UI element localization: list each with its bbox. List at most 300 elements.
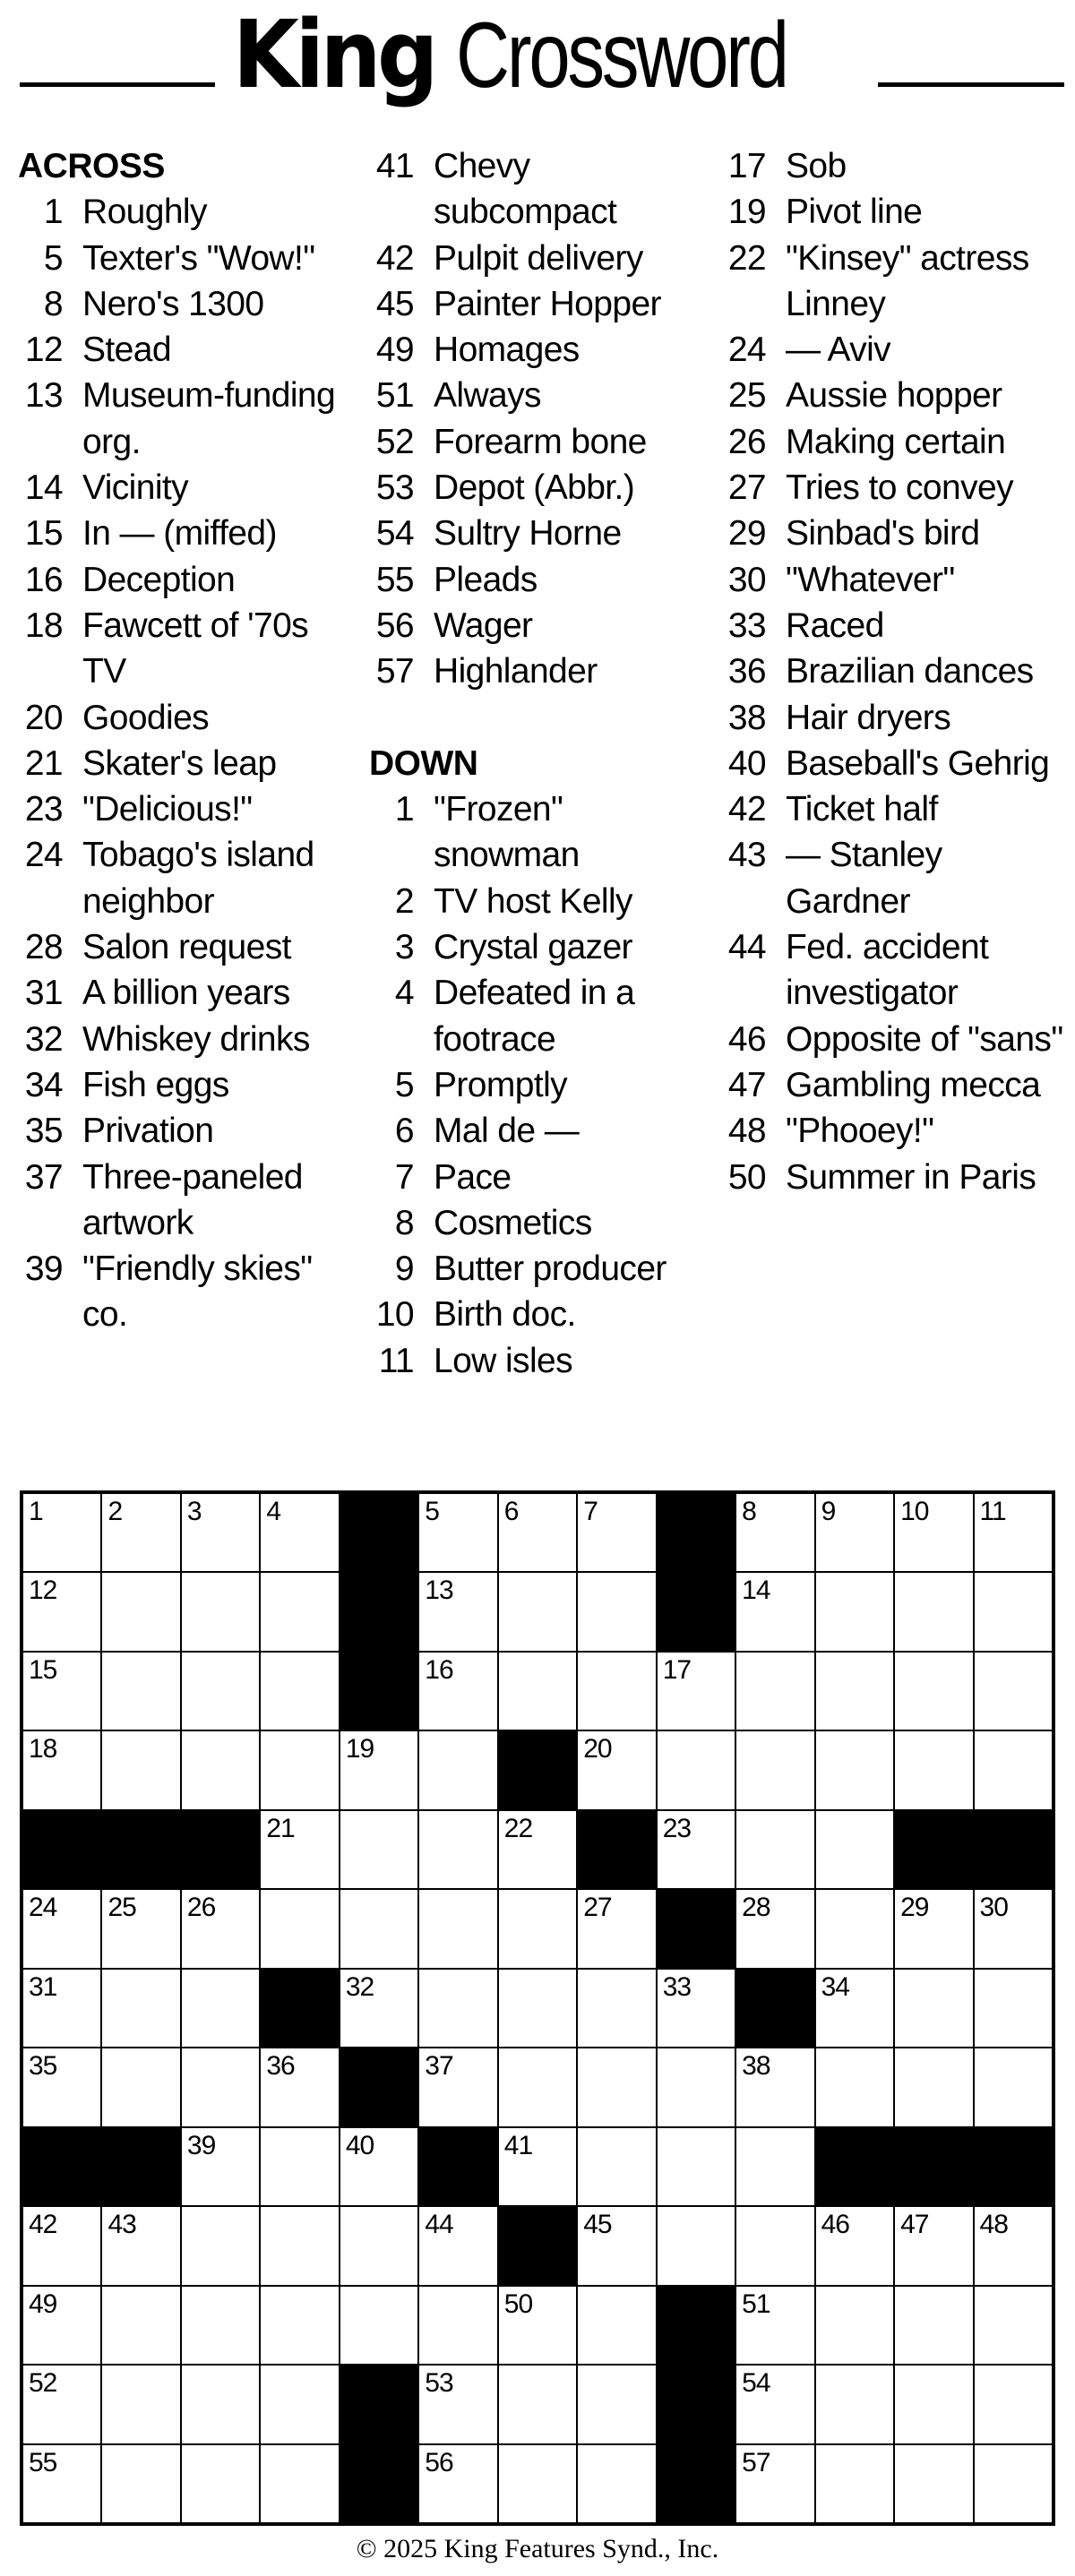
grid-cell[interactable] [578,1573,655,1650]
grid-cell[interactable] [23,1890,100,1967]
clue-number: 43 [727,836,766,875]
grid-cell[interactable] [578,2048,655,2125]
grid-cell[interactable] [419,1494,496,1571]
clue-text: Crystal gazer [434,928,632,967]
grid-cell[interactable] [895,1731,972,1808]
clue-number: 21 [24,743,63,783]
cell-number: 25 [108,1893,136,1923]
cell-number: 39 [186,2130,216,2160]
clue-text: TV host Kelly [434,881,632,921]
down-clue-19 [721,189,1066,235]
clue-number: 26 [727,422,766,461]
grid-cell[interactable] [499,1970,576,2047]
down-clue-22 [721,236,1066,328]
clue-text: Sultry Horne [434,514,622,554]
cell-number: 24 [29,1893,57,1923]
grid-cell[interactable] [816,2207,893,2284]
grid-cell[interactable] [23,1494,100,1571]
grid-cell[interactable] [102,2048,179,2125]
black-square [23,2128,100,2205]
clue-number: 56 [375,605,414,645]
down-clue-10 [369,1292,714,1337]
grid-cell[interactable] [895,1970,972,2047]
clue-text: Ticket half [786,790,938,829]
grid-cell[interactable] [182,2366,259,2443]
grid-cell[interactable] [499,2128,576,2205]
cell-number: 37 [425,2051,453,2082]
cell-number: 9 [821,1497,836,1526]
grid-cell[interactable] [102,1731,179,1808]
clue-text: Privation [82,1112,214,1151]
grid-cell[interactable] [975,2287,1052,2364]
grid-cell[interactable] [102,1890,179,1967]
clue-number: 13 [24,376,63,416]
cell-number: 57 [742,2447,770,2477]
grid-cell[interactable] [736,1890,813,1967]
black-square [340,2445,417,2522]
clue-number: 55 [375,560,414,599]
grid-cell[interactable] [419,2287,496,2364]
grid-cell[interactable] [340,1731,417,1808]
clue-text: Museum-funding org. [82,376,336,461]
grid-cell[interactable] [419,2366,496,2443]
cell-number: 15 [29,1654,57,1685]
grid-cell[interactable] [419,2207,496,2284]
black-square [182,1811,259,1888]
grid-cell[interactable] [419,2445,496,2522]
clue-number: 29 [727,514,766,554]
grid-cell[interactable] [261,2287,338,2364]
grid-cell[interactable] [578,2366,655,2443]
across-clue-1 [18,189,354,235]
black-square [102,1811,179,1888]
grid-cell[interactable] [895,1890,972,1967]
grid-cell[interactable] [261,2048,338,2125]
clue-number: 19 [727,193,766,232]
grid-cell[interactable] [578,2128,655,2205]
cell-number: 27 [583,1893,612,1923]
clue-number: 7 [394,1157,414,1197]
grid-cell[interactable] [499,2048,576,2125]
grid-cell[interactable] [975,1731,1052,1808]
grid-cell[interactable] [261,1811,338,1888]
down-clue-17 [721,143,1066,189]
grid-cell[interactable] [261,2366,338,2443]
clue-number: 5 [43,238,63,278]
grid-cell[interactable] [23,1573,100,1650]
clue-text: Opposite of "sans" [786,1019,1063,1059]
clue-text: — Aviv [786,331,891,370]
grid-cell[interactable] [23,1653,100,1730]
down-clue-26 [721,419,1066,465]
grid-cell[interactable] [975,1573,1052,1650]
clue-number: 17 [727,147,766,185]
clue-text: Hair dryers [786,698,951,737]
across-clue-57 [369,648,714,694]
clue-text: "Whatever" [786,560,955,599]
grid-cell[interactable] [261,2445,338,2522]
cell-number: 26 [186,1893,216,1923]
clue-number: 18 [24,605,63,645]
grid-cell[interactable] [499,1811,576,1888]
grid-cell[interactable] [975,1494,1052,1571]
grid-cell[interactable] [182,1890,259,1967]
clue-text: Birth doc. [434,1295,576,1335]
clue-text: A billion years [82,974,290,1013]
cell-number: 6 [503,1497,519,1526]
grid-cell[interactable] [340,2287,417,2364]
grid-cell[interactable] [736,2366,813,2443]
clue-number: 2 [394,881,414,921]
grid-cell[interactable] [658,2207,735,2284]
grid-cell[interactable] [499,1573,576,1650]
grid-cell[interactable] [102,1970,179,2047]
black-square [499,2207,576,2284]
grid-cell[interactable] [261,1494,338,1571]
clue-number: 38 [727,698,766,737]
grid-cell[interactable] [23,2366,100,2443]
down-clue-2 [369,879,714,924]
cell-number: 11 [979,1497,1006,1526]
grid-cell[interactable] [182,1494,259,1571]
grid-cell[interactable] [736,1731,813,1808]
across-clue-34 [18,1062,354,1108]
clue-text: Promptly [434,1065,568,1104]
down-clue-11 [369,1338,714,1384]
grid-cell[interactable] [419,1573,496,1650]
grid-cell[interactable] [261,1890,338,1967]
clue-number: 12 [24,331,63,370]
grid-cell[interactable] [419,2048,496,2125]
clue-number: 37 [24,1157,63,1197]
grid-cell[interactable] [736,2128,813,2205]
cell-number: 51 [742,2288,770,2319]
title-name: Crossword [455,4,787,107]
grid-cell[interactable] [182,1573,259,1650]
across-clue-20 [18,695,354,741]
down-clue-50 [721,1155,1066,1200]
grid-cell[interactable] [578,1494,655,1571]
clue-text: Sinbad's bird [786,514,980,554]
across-clue-39 [18,1246,354,1338]
grid-cell[interactable] [23,2445,100,2522]
black-square [895,1811,972,1888]
grid-cell[interactable] [736,2287,813,2364]
clue-number: 32 [24,1019,63,1059]
grid-cell[interactable] [578,1731,655,1808]
clue-number: 57 [375,652,414,691]
grid-cell[interactable] [340,2207,417,2284]
down-clue-4 [369,970,714,1062]
across-clue-35 [18,1108,354,1154]
cell-number: 4 [266,1497,281,1526]
grid-cell[interactable] [816,1653,893,1730]
clue-text: Roughly [82,193,207,232]
cell-number: 49 [29,2288,57,2319]
clue-number: 5 [394,1065,414,1104]
grid-cell[interactable] [261,1573,338,1650]
black-square [658,1494,735,1571]
grid-cell[interactable] [816,2048,893,2125]
clue-number: 48 [727,1112,766,1151]
cell-number: 45 [583,2210,612,2240]
grid-cell[interactable] [578,1890,655,1967]
grid-cell[interactable] [419,1890,496,1967]
grid-cell[interactable] [23,2207,100,2284]
grid-cell[interactable] [578,1653,655,1730]
grid-cell[interactable] [419,1653,496,1730]
grid-cell[interactable] [895,1494,972,1571]
clue-text: Highlander [434,652,598,691]
clue-number: 24 [727,331,766,370]
cell-number: 7 [583,1497,598,1526]
clue-text: Goodies [82,698,210,737]
down-clue-6 [369,1108,714,1154]
grid-cell[interactable] [895,2287,972,2364]
down-clue-33 [721,603,1066,648]
grid-cell[interactable] [736,1811,813,1888]
clue-column-1 [18,143,354,1338]
grid-cell[interactable] [499,1890,576,1967]
grid-cell[interactable] [816,1970,893,2047]
grid-cell[interactable] [658,1731,735,1808]
clue-text: Pace [434,1157,512,1197]
down-clue-25 [721,373,1066,418]
clue-number: 50 [727,1157,766,1197]
grid-cell[interactable] [736,1494,813,1571]
down-clue-7 [369,1155,714,1200]
clue-text: "Kinsey" actress Linney [786,238,1029,323]
grid-cell[interactable] [975,2207,1052,2284]
across-clue-53 [369,465,714,511]
clue-text: Homages [434,331,580,370]
grid-cell[interactable] [816,1731,893,1808]
clue-text: Raced [786,605,884,645]
black-square [340,2366,417,2443]
clue-text: Stead [82,331,171,370]
clue-text: Skater's leap [82,743,277,783]
clue-number: 9 [394,1249,414,1289]
grid-cell[interactable] [816,1494,893,1571]
grid-cell[interactable] [102,1573,179,1650]
grid-cell[interactable] [895,2048,972,2125]
black-square [895,2128,972,2205]
clue-number: 4 [394,974,414,1013]
clue-text: Fawcett of '70s TV [82,605,309,691]
black-square [975,2128,1052,2205]
grid-cell[interactable] [736,2048,813,2125]
grid-cell[interactable] [340,1890,417,1967]
clue-text: "Frozen" snowman [434,790,580,875]
clue-text: — Stanley Gardner [786,836,942,921]
grid-cell[interactable] [182,1731,259,1808]
crossword-grid [20,1490,1055,2526]
clue-text: Brazilian dances [786,652,1034,691]
header [0,0,1075,121]
grid-cell[interactable] [816,1811,893,1888]
cell-number: 46 [821,2210,849,2240]
grid-cell[interactable] [736,2445,813,2522]
cell-number: 10 [900,1497,929,1526]
grid-cell[interactable] [261,1731,338,1808]
grid-cell[interactable] [419,1731,496,1808]
clue-text: Pivot line [786,193,923,232]
grid-cell[interactable] [340,1811,417,1888]
grid-cell[interactable] [975,2366,1052,2443]
clue-number: 46 [727,1019,766,1059]
grid-cell[interactable] [182,1970,259,2047]
cell-number: 36 [266,2051,295,2082]
grid-cell[interactable] [578,1970,655,2047]
cell-number: 3 [186,1497,202,1526]
grid-cell[interactable] [182,2287,259,2364]
black-square [340,1653,417,1730]
grid-cell[interactable] [23,2287,100,2364]
clue-text: Forearm bone [434,422,647,461]
grid-cell[interactable] [975,2445,1052,2522]
clue-text: Tobago's island neighbor [82,836,314,921]
cell-number: 18 [29,1734,57,1765]
cell-number: 42 [29,2210,57,2240]
across-clue-31 [18,970,354,1016]
clue-number: 40 [727,743,766,783]
grid-cell[interactable] [419,1811,496,1888]
grid-cell[interactable] [975,1653,1052,1730]
grid-cell[interactable] [895,1653,972,1730]
grid-cell[interactable] [23,1731,100,1808]
grid-cell[interactable] [102,2445,179,2522]
clue-number: 54 [375,514,414,554]
black-square [975,1811,1052,1888]
across-heading: ACROSS [18,147,165,185]
cell-number: 5 [425,1497,439,1526]
grid-cell[interactable] [736,1653,813,1730]
grid-cell[interactable] [182,2207,259,2284]
title-brand: King [232,0,435,109]
clue-text: Aussie hopper [786,376,1002,416]
grid-cell[interactable] [23,2048,100,2125]
clue-number: 1 [394,790,414,829]
grid-cell[interactable] [182,2128,259,2205]
copyright: © 2025 King Features Synd., Inc. [356,2534,719,2563]
cell-number: 35 [29,2051,57,2082]
grid-cell[interactable] [102,1653,179,1730]
across-clue-23 [18,786,354,832]
grid-cell[interactable] [23,1970,100,2047]
cell-number: 53 [425,2368,453,2399]
grid-cell[interactable] [261,1653,338,1730]
grid-cell[interactable] [261,2207,338,2284]
clue-number: 33 [727,605,766,645]
black-square [658,1573,735,1650]
grid-cell[interactable] [499,2366,576,2443]
grid-cell[interactable] [340,2128,417,2205]
grid-cell[interactable] [895,2445,972,2522]
cell-number: 8 [742,1497,756,1526]
grid-cell[interactable] [261,2128,338,2205]
across-clue-15 [18,511,354,556]
down-clue-47 [721,1062,1066,1108]
grid-cell[interactable] [658,1811,735,1888]
grid-cell[interactable] [419,1970,496,2047]
grid-cell[interactable] [102,1494,179,1571]
clue-number: 14 [24,468,63,508]
black-square [261,1970,338,2047]
grid-cell[interactable] [340,1970,417,2047]
clue-number: 15 [24,514,63,554]
down-clue-40 [721,741,1066,786]
down-clue-27 [721,465,1066,511]
cell-number: 16 [425,1654,453,1685]
grid-cell[interactable] [499,1653,576,1730]
across-clue-13 [18,373,354,465]
clue-number: 23 [24,790,63,829]
across-clue-51 [369,373,714,418]
grid-cell[interactable] [816,2445,893,2522]
grid-cell[interactable] [658,1653,735,1730]
grid-cell[interactable] [578,2287,655,2364]
clue-number: 51 [375,376,414,416]
grid-cell[interactable] [895,1573,972,1650]
grid-cell[interactable] [102,2366,179,2443]
grid-cell[interactable] [816,2366,893,2443]
clue-number: 6 [394,1112,414,1151]
cell-number: 23 [662,1813,692,1843]
grid-cell[interactable] [102,2287,179,2364]
grid-cell[interactable] [182,1653,259,1730]
grid-cell[interactable] [182,2048,259,2125]
grid-cell[interactable] [658,1970,735,2047]
grid-cell[interactable] [816,1890,893,1967]
grid-cell[interactable] [499,2287,576,2364]
grid-cell[interactable] [658,2048,735,2125]
black-square [658,2445,735,2522]
grid-cell[interactable] [102,2207,179,2284]
down-clue-44 [721,924,1066,1017]
grid-cell[interactable] [895,2207,972,2284]
down-clue-8 [369,1200,714,1246]
grid-cell[interactable] [816,1573,893,1650]
clue-text: Whiskey drinks [82,1019,310,1059]
grid-cell[interactable] [816,2287,893,2364]
clue-text: Pleads [434,560,538,599]
clue-number: 22 [727,238,766,278]
grid-cell[interactable] [736,1573,813,1650]
clue-number: 8 [43,284,63,323]
cell-number: 34 [821,1971,849,2002]
cell-number: 14 [742,1576,770,1606]
grid-cell[interactable] [895,2366,972,2443]
clue-text: Butter producer [434,1249,666,1289]
grid-cell[interactable] [578,2207,655,2284]
grid-cell[interactable] [499,1494,576,1571]
grid-cell[interactable] [499,2445,576,2522]
black-square [23,1811,100,1888]
grid-cell[interactable] [975,2048,1052,2125]
cell-number: 44 [425,2210,453,2240]
grid-cell[interactable] [736,2207,813,2284]
grid-cell[interactable] [182,2445,259,2522]
grid-cell[interactable] [578,2445,655,2522]
grid-cell[interactable] [658,2128,735,2205]
clue-text: "Phooey!" [786,1112,934,1151]
across-clue-8 [18,281,354,327]
clue-text: Wager [434,605,533,645]
grid-cell[interactable] [975,1970,1052,2047]
grid-cell[interactable] [975,1890,1052,1967]
across-clue-21 [18,741,354,786]
across-clue-32 [18,1017,354,1062]
